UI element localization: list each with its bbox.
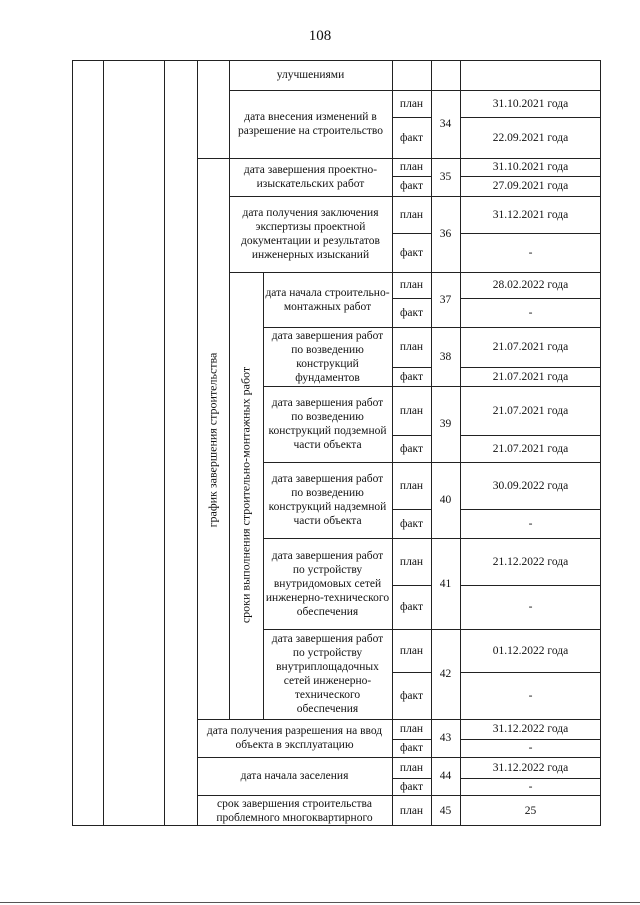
plan-value: 30.09.2022 года [492, 479, 569, 492]
bottom-rule [0, 902, 640, 903]
row-number: 38 [439, 350, 452, 363]
row-label: дата получения разрешения на ввод объекта в эксплуатацию [206, 725, 383, 751]
row-number: 40 [439, 494, 452, 506]
plan-value: 21.07.2021 года [492, 341, 569, 353]
last-row-number: 45 [439, 804, 452, 817]
row-number: 39 [439, 418, 452, 430]
row-label: дата завершения работ по возведению конструкций надземной части объекта [268, 473, 387, 527]
fact-label: факт [399, 442, 424, 455]
row-number: 41 [439, 577, 452, 590]
row-label: дата внесения изменений в разрешение на строительство [238, 111, 383, 137]
plan-value: 31.12.2022 года [492, 723, 569, 735]
row-number: 36 [439, 228, 452, 240]
row-label: дата получения заключения экспертизы проектной документации и результатов инженерных изысканий [241, 207, 380, 261]
plan-value: 21.07.2021 года [492, 404, 569, 417]
plan-label: план [399, 97, 424, 110]
vertical-label-grafik: график завершения строительства [205, 352, 220, 528]
fact-label: факт [399, 370, 424, 383]
row-label: дата завершения работ по устройству внутриплощадочных сетей инженерно-технического обеспечения [271, 633, 384, 715]
fact-label: факт [399, 131, 424, 144]
fact-value: - [528, 780, 533, 793]
plan-label: план [399, 555, 424, 568]
row-label: дата начала заселения [240, 770, 349, 782]
row-label: дата завершения работ по возведению конструкций фундаментов [271, 329, 384, 384]
plan-label: план [399, 644, 424, 657]
plan-label: план [399, 208, 424, 221]
plan-label: план [399, 279, 424, 291]
last-row-label: срок завершения строительства проблемного многоквартирного [216, 797, 373, 824]
fact-label: факт [399, 742, 424, 754]
fact-value: 21.07.2021 года [492, 442, 569, 455]
vertical-label-sroki: сроки выполнения строительно-монтажных работ [238, 366, 253, 624]
row-number: 43 [439, 732, 452, 744]
row-number: 44 [439, 770, 452, 782]
fact-value: - [528, 601, 533, 613]
fact-value: - [528, 689, 533, 702]
fact-value: 27.09.2021 года [492, 180, 569, 192]
fact-value: - [528, 306, 533, 319]
fact-label: факт [399, 780, 424, 793]
plan-value: 21.12.2022 года [492, 555, 569, 568]
fact-label: факт [399, 306, 424, 319]
last-row-plan-label: план [399, 804, 424, 817]
fact-label: факт [399, 246, 424, 259]
row-number: 37 [439, 293, 452, 306]
fact-label: факт [399, 180, 424, 192]
plan-label: план [399, 341, 424, 353]
row-label: дата завершения работ по устройству внутридомовых сетей инженерно-технического обеспечения [265, 549, 390, 618]
row-number: 42 [439, 668, 452, 680]
fact-label: факт [399, 601, 424, 613]
plan-label: план [399, 723, 424, 735]
plan-value: 31.10.2021 года [492, 161, 569, 173]
fact-value: 22.09.2021 года [492, 131, 569, 144]
row-label: дата начала строительно-монтажных работ [265, 286, 390, 313]
fact-value: 21.07.2021 года [492, 370, 569, 383]
row-label: дата завершения работ по возведению конструкций подземной части объекта [268, 397, 387, 451]
plan-value: 31.10.2021 года [492, 97, 569, 110]
fact-value: - [528, 246, 533, 259]
row-number: 35 [439, 171, 452, 183]
fact-value: - [528, 742, 533, 754]
row-number: 34 [439, 118, 452, 130]
row-label: дата завершения проектно-изыскательских работ [243, 164, 378, 190]
plan-value: 28.02.2022 года [492, 279, 569, 291]
plan-label: план [399, 761, 424, 774]
fact-value: - [528, 517, 533, 530]
last-row-value: 25 [524, 804, 537, 817]
plan-label: план [399, 479, 424, 492]
fact-label: факт [399, 517, 424, 530]
plan-label: план [399, 404, 424, 417]
top-label: улучшениями [276, 69, 345, 81]
page-number: 108 [308, 28, 332, 44]
plan-value: 01.12.2022 года [492, 644, 569, 657]
plan-label: план [399, 161, 424, 173]
fact-label: факт [399, 689, 424, 702]
plan-value: 31.12.2021 года [492, 208, 569, 221]
plan-value: 31.12.2022 года [492, 761, 569, 774]
